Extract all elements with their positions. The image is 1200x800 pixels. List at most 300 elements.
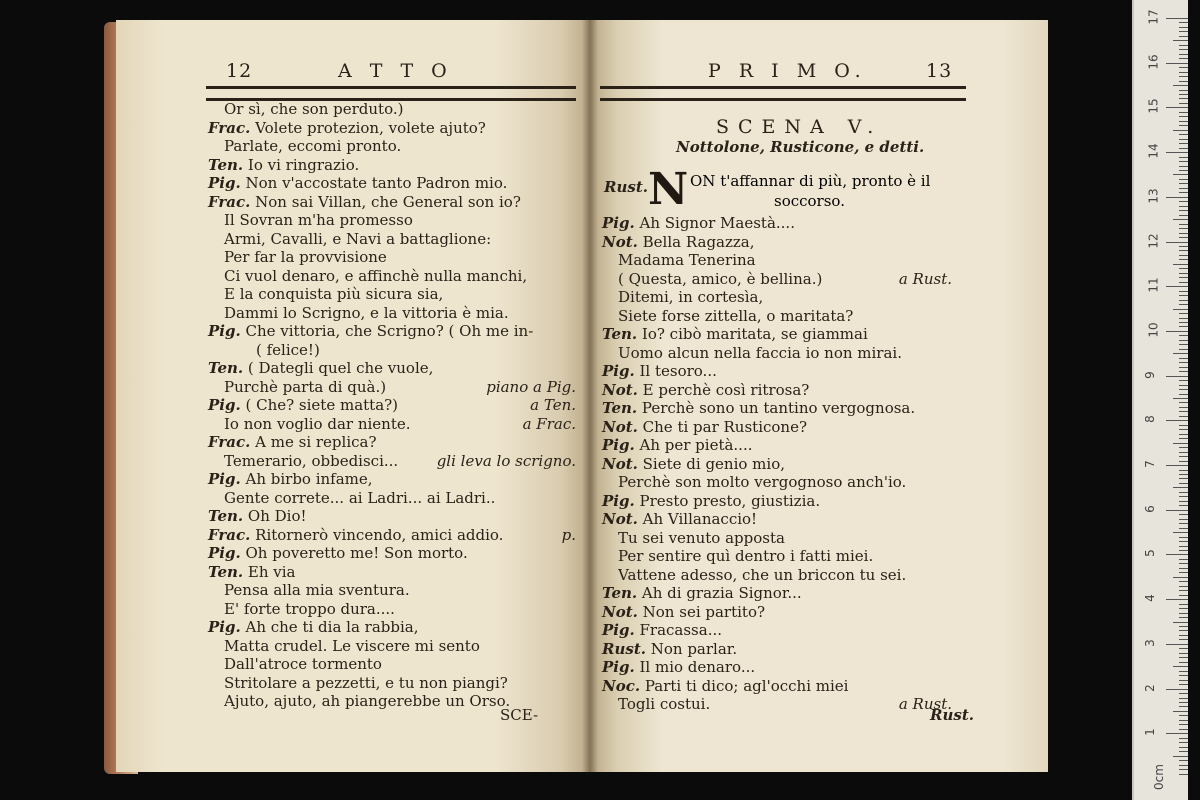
verse-line — [602, 399, 915, 417]
ruler-tick — [1179, 49, 1188, 50]
ruler-tick — [1179, 563, 1188, 564]
dropcap-letter: N — [648, 164, 689, 215]
ruler-tick — [1179, 72, 1188, 73]
verse-text: Che ti par Rusticone? — [642, 417, 808, 436]
ruler-tick — [1179, 675, 1188, 676]
speaker-label: Pig. — [602, 436, 635, 454]
ruler-tick — [1173, 353, 1188, 354]
verse-line — [208, 322, 533, 340]
ruler-number: 8 — [1142, 415, 1157, 424]
verse-line — [618, 695, 710, 713]
verse-line — [602, 381, 809, 399]
right-running-head: P R I M O. — [708, 60, 867, 82]
ruler-tick — [1179, 335, 1188, 336]
ruler-tick — [1166, 465, 1188, 466]
verse-text: Fracassa... — [639, 621, 722, 639]
ruler-tick — [1179, 742, 1188, 743]
ruler-tick — [1179, 586, 1188, 587]
ruler-tick — [1179, 116, 1188, 117]
speaker-label: Pig. — [208, 322, 241, 340]
verse-line — [224, 415, 411, 433]
ruler-tick — [1179, 461, 1188, 462]
ruler-tick — [1179, 268, 1188, 269]
ruler-tick — [1173, 174, 1188, 175]
verse-text: Oh Dio! — [247, 507, 307, 525]
ruler-tick — [1179, 76, 1188, 77]
ruler-tick — [1179, 550, 1188, 551]
ruler-tick — [1179, 648, 1188, 649]
verse-text: Vattene adesso, che un briccon tu sei. — [618, 565, 907, 584]
ruler-tick — [1179, 537, 1188, 538]
ruler-tick — [1179, 246, 1188, 247]
verse-line — [208, 544, 468, 562]
verse-text: Or sì, che son perduto.) — [224, 100, 404, 118]
verse-line — [208, 119, 486, 137]
verse-text: E perchè così ritrosa? — [642, 380, 810, 399]
verse-text: A me si replica? — [255, 433, 377, 451]
ruler-tick — [1179, 326, 1188, 327]
verse-line — [208, 563, 296, 581]
ruler-tick — [1179, 237, 1188, 238]
ruler-tick — [1166, 376, 1188, 377]
ruler-tick — [1179, 192, 1188, 193]
ruler-tick — [1166, 599, 1188, 600]
ruler-tick — [1166, 242, 1188, 243]
stage-direction: piano a Pig. — [486, 377, 576, 396]
verse-line — [224, 267, 527, 285]
verse-line — [602, 455, 785, 473]
ruler-tick — [1179, 671, 1188, 672]
ruler-tick — [1179, 684, 1188, 685]
stage-direction: a Ten. — [530, 396, 576, 414]
ruler-tick — [1179, 492, 1188, 493]
verse-text: Siete di genio mio, — [642, 454, 786, 473]
ruler-tick — [1179, 546, 1188, 547]
stage-direction: gli leva lo scrigno. — [436, 451, 576, 470]
speaker-label: Frac. — [208, 118, 251, 137]
ruler-tick — [1179, 706, 1188, 707]
verse-text: Per far la provvisione — [224, 248, 387, 266]
ruler-tick — [1179, 362, 1188, 363]
speaker-label: Not. — [602, 602, 638, 621]
ruler-tick — [1173, 219, 1188, 220]
verse-line — [224, 230, 491, 248]
ruler-tick — [1173, 756, 1188, 757]
ruler-tick — [1179, 228, 1188, 229]
verse-text: Matta crudel. Le viscere mi sento — [224, 636, 480, 655]
ruler-tick — [1179, 112, 1188, 113]
dropcap-line-1: ON t'affannar di più, pronto è il — [690, 172, 931, 190]
ruler-tick — [1179, 300, 1188, 301]
ruler-tick — [1173, 443, 1188, 444]
speaker-label: Ten. — [208, 359, 244, 377]
ruler-tick — [1179, 322, 1188, 323]
ruler-tick — [1166, 197, 1188, 198]
ruler-tick — [1179, 371, 1188, 372]
ruler-tick — [1179, 210, 1188, 211]
ruler-tick — [1179, 394, 1188, 395]
ruler-tick — [1179, 157, 1188, 158]
speaker-label: Pig. — [602, 214, 635, 232]
ruler-tick — [1179, 698, 1188, 699]
verse-line — [602, 510, 757, 528]
ruler-tick — [1179, 528, 1188, 529]
ruler-tick — [1179, 22, 1188, 23]
ruler-tick — [1179, 188, 1188, 189]
ruler-tick — [1166, 18, 1188, 19]
verse-text: Non parlar. — [650, 639, 738, 658]
ruler-tick — [1179, 501, 1188, 502]
verse-text: Ci vuol denaro, e affinchè nulla manchi, — [224, 266, 528, 285]
verse-text: ( Dategli quel che vuole, — [247, 359, 434, 377]
verse-text: Io vi ringrazio. — [247, 155, 360, 174]
verse-line — [602, 584, 802, 602]
ruler-tick — [1179, 295, 1188, 296]
ruler-tick — [1179, 45, 1188, 46]
ruler-tick — [1179, 367, 1188, 368]
verse-line — [224, 489, 495, 507]
speaker-label: Pig. — [208, 470, 241, 488]
ruler-number: 12 — [1146, 232, 1161, 249]
verse-line — [224, 655, 382, 673]
verse-text: Togli costui. — [618, 695, 711, 713]
ruler-tick — [1179, 635, 1188, 636]
ruler-tick — [1173, 487, 1188, 488]
ruler-tick — [1179, 581, 1188, 582]
verse-text: Perchè son molto vergognoso anch'io. — [618, 473, 907, 491]
ruler-tick — [1179, 653, 1188, 654]
ruler-tick — [1179, 407, 1188, 408]
speaker-label: Pig. — [208, 396, 241, 414]
verse-text: Dammi lo Scrigno, e la vittoria è mia. — [224, 303, 509, 322]
verse-line — [618, 288, 763, 306]
ruler-tick — [1179, 340, 1188, 341]
ruler-tick — [1179, 693, 1188, 694]
verse-text: Eh via — [247, 562, 296, 581]
speaker-label: Pig. — [208, 618, 241, 636]
ruler-tick — [1179, 572, 1188, 573]
ruler-tick — [1179, 201, 1188, 202]
ruler-number: 7 — [1142, 460, 1157, 468]
ruler-tick — [1173, 309, 1188, 310]
verse-text: Pensa alla mia sventura. — [224, 581, 410, 599]
verse-text: ( Questa, amico, è bellina.) — [618, 269, 823, 288]
verse-line — [208, 396, 398, 414]
ruler-tick — [1179, 595, 1188, 596]
verse-text: Armi, Cavalli, e Navi a battaglione: — [224, 229, 492, 248]
ruler-tick — [1179, 478, 1188, 479]
ruler-number: 9 — [1142, 370, 1157, 379]
ruler-tick — [1173, 264, 1188, 265]
left-running-head: A T T O — [338, 60, 453, 82]
verse-text: Volete protezion, volete ajuto? — [255, 118, 486, 137]
ruler-tick — [1179, 425, 1188, 426]
ruler-tick — [1179, 344, 1188, 345]
ruler-tick — [1179, 769, 1188, 770]
verse-text: Parlate, eccomi pronto. — [224, 137, 402, 155]
ruler-tick — [1179, 36, 1188, 37]
ruler-tick — [1179, 559, 1188, 560]
ruler-tick — [1179, 90, 1188, 91]
ruler-number: 6 — [1142, 504, 1157, 513]
ruler-tick — [1173, 40, 1188, 41]
verse-line — [224, 211, 413, 229]
ruler-tick — [1179, 121, 1188, 122]
left-head-rule — [206, 86, 576, 101]
ruler-tick — [1179, 58, 1188, 59]
verse-line — [618, 529, 785, 547]
speaker-label: Ten. — [208, 155, 244, 174]
verse-line — [602, 362, 717, 380]
verse-text: Gente correte... ai Ladri... ai Ladri.. — [224, 488, 496, 507]
speaker-label: Ten. — [602, 325, 638, 343]
verse-text: Non sai Villan, che General son io? — [255, 192, 521, 211]
verse-line — [602, 436, 752, 454]
ruler-tick — [1179, 282, 1188, 283]
dropcap-line-2: soccorso. — [774, 192, 845, 210]
ruler-tick — [1179, 161, 1188, 162]
verse-line — [224, 692, 510, 710]
speaker-label: Frac. — [208, 525, 251, 544]
ruler-number: 14 — [1146, 143, 1161, 159]
verse-text: Per sentire quì dentro i fatti miei. — [618, 547, 874, 565]
ruler-tick — [1179, 715, 1188, 716]
verse-text: Il tesoro... — [639, 362, 717, 380]
ruler-tick — [1179, 148, 1188, 149]
stage-direction: a Rust. — [898, 695, 952, 713]
ruler-tick — [1179, 568, 1188, 569]
ruler-tick — [1179, 215, 1188, 216]
verse-text: Ah per pietà.... — [639, 436, 753, 454]
ruler-tick — [1179, 724, 1188, 725]
ruler-tick — [1179, 125, 1188, 126]
verse-line — [224, 581, 410, 599]
verse-line — [618, 547, 873, 565]
ruler-number: 2 — [1142, 683, 1157, 692]
verse-line — [618, 307, 853, 325]
ruler-tick — [1179, 434, 1188, 435]
ruler-tick — [1173, 85, 1188, 86]
ruler-tick — [1179, 67, 1188, 68]
right-page-number: 13 — [926, 60, 953, 82]
speaker-label: Not. — [602, 380, 638, 399]
verse-text: Ah birbo infame, — [245, 470, 373, 488]
ruler-tick — [1179, 514, 1188, 515]
speaker-label: Not. — [602, 454, 638, 473]
verse-text: Purchè parta di quà.) — [224, 377, 387, 396]
ruler-number: 15 — [1146, 98, 1161, 115]
ruler-tick — [1179, 505, 1188, 506]
ruler-tick — [1179, 255, 1188, 256]
speaker-label: Pig. — [208, 174, 241, 192]
ruler-tick — [1179, 98, 1188, 99]
ruler-tick — [1179, 402, 1188, 403]
verse-line — [224, 304, 509, 322]
ruler-tick — [1179, 416, 1188, 417]
ruler-tick — [1179, 456, 1188, 457]
verse-line — [224, 285, 443, 303]
ruler-tick — [1166, 152, 1188, 153]
verse-text: Ah che ti dia la rabbia, — [245, 618, 419, 636]
ruler-tick — [1179, 183, 1188, 184]
ruler-tick — [1173, 622, 1188, 623]
ruler-number: 1 — [1142, 728, 1157, 737]
ruler-tick — [1179, 765, 1188, 766]
verse-line — [224, 378, 386, 396]
measurement-ruler — [1132, 0, 1188, 800]
ruler-tick — [1179, 452, 1188, 453]
ruler-tick — [1179, 81, 1188, 82]
speaker-label: Frac. — [208, 192, 251, 211]
ruler-tick — [1179, 747, 1188, 748]
verse-text: Bella Ragazza, — [642, 232, 755, 251]
ruler-tick — [1179, 604, 1188, 605]
speaker-label: Not. — [602, 510, 638, 528]
ruler-number: 3 — [1142, 639, 1157, 647]
ruler-tick — [1179, 380, 1188, 381]
verse-line — [618, 344, 902, 362]
verse-text: Uomo alcun nella faccia io non mirai. — [618, 343, 902, 362]
verse-line — [602, 214, 795, 232]
speaker-label: Not. — [602, 232, 638, 251]
ruler-tick — [1179, 389, 1188, 390]
ruler-tick — [1173, 711, 1188, 712]
verse-line — [618, 473, 906, 491]
ruler-tick — [1179, 411, 1188, 412]
ruler-number: 17 — [1146, 9, 1161, 25]
verse-text: Oh poveretto me! Son morto. — [245, 544, 468, 562]
ruler-tick — [1173, 577, 1188, 578]
verse-line — [224, 100, 403, 118]
ruler-tick — [1179, 774, 1188, 775]
verse-line — [602, 640, 737, 658]
ruler-number: 0cm — [1151, 764, 1166, 790]
verse-line — [602, 621, 722, 639]
ruler-tick — [1179, 277, 1188, 278]
ruler-tick — [1179, 617, 1188, 618]
ruler-tick — [1166, 331, 1188, 332]
ruler-tick — [1179, 250, 1188, 251]
ruler-tick — [1179, 385, 1188, 386]
verse-line — [224, 248, 387, 266]
verse-text: Ritornerò vincendo, amici addio. — [255, 525, 504, 544]
verse-text: Il mio denaro... — [639, 658, 756, 676]
ruler-tick — [1179, 541, 1188, 542]
speaker-label: Pig. — [602, 491, 635, 510]
verse-text: Parti ti dico; agl'occhi miei — [644, 676, 849, 695]
ruler-tick — [1179, 291, 1188, 292]
ruler-tick — [1179, 170, 1188, 171]
ruler-number: 5 — [1142, 549, 1157, 558]
ruler-tick — [1179, 613, 1188, 614]
verse-text: Ditemi, in cortesìa, — [618, 288, 764, 306]
ruler-tick — [1173, 666, 1188, 667]
ruler-number: 16 — [1146, 54, 1161, 70]
ruler-tick — [1179, 166, 1188, 167]
verse-line — [602, 325, 868, 343]
ruler-tick — [1179, 259, 1188, 260]
ruler-tick — [1179, 206, 1188, 207]
ruler-tick — [1166, 733, 1188, 734]
verse-line — [224, 637, 480, 655]
verse-text: Non v'accostate tanto Padron mio. — [245, 174, 508, 192]
ruler-tick — [1179, 224, 1188, 225]
verse-text: Ah Signor Maestà.... — [639, 214, 795, 232]
ruler-tick — [1179, 729, 1188, 730]
ruler-tick — [1179, 590, 1188, 591]
ruler-tick — [1179, 630, 1188, 631]
ruler-tick — [1179, 639, 1188, 640]
verse-line — [208, 507, 307, 525]
ruler-tick — [1179, 738, 1188, 739]
verse-line — [602, 233, 755, 251]
verse-text: Non sei partito? — [642, 602, 766, 621]
right-catchword: Rust. — [930, 706, 974, 724]
verse-text: Io? cibò maritata, se giammai — [641, 325, 868, 343]
ruler-tick — [1179, 103, 1188, 104]
verse-line — [618, 566, 906, 584]
ruler-tick — [1166, 420, 1188, 421]
verse-line — [224, 452, 398, 470]
ruler-tick — [1166, 63, 1188, 64]
verse-text: Ah di grazia Signor... — [641, 584, 802, 602]
ruler-tick — [1179, 720, 1188, 721]
ruler-tick — [1166, 644, 1188, 645]
speaker-label: Frac. — [208, 433, 251, 451]
stage-direction: a Frac. — [522, 414, 576, 433]
ruler-tick — [1166, 689, 1188, 690]
ruler-tick — [1179, 143, 1188, 144]
ruler-tick — [1179, 438, 1188, 439]
ruler-tick — [1179, 31, 1188, 32]
ruler-tick — [1179, 134, 1188, 135]
stage-direction: p. — [561, 525, 576, 544]
scene-characters: Nottolone, Rusticone, e detti. — [676, 138, 925, 156]
ruler-tick — [1179, 474, 1188, 475]
ruler-tick — [1179, 680, 1188, 681]
speaker-label: Ten. — [208, 507, 244, 525]
ruler-tick — [1179, 483, 1188, 484]
ruler-tick — [1179, 304, 1188, 305]
verse-text: ( felice!) — [256, 340, 320, 359]
verse-line — [208, 433, 377, 451]
ruler-tick — [1179, 470, 1188, 471]
ruler-tick — [1179, 626, 1188, 627]
verse-line — [602, 677, 848, 695]
verse-line — [602, 492, 820, 510]
ruler-tick — [1166, 286, 1188, 287]
ruler-tick — [1179, 496, 1188, 497]
verse-line — [208, 193, 521, 211]
ruler-tick — [1179, 662, 1188, 663]
ruler-tick — [1179, 139, 1188, 140]
verse-line — [208, 470, 373, 488]
ruler-tick — [1179, 519, 1188, 520]
right-head-rule — [600, 86, 966, 101]
ruler-number: 13 — [1146, 188, 1161, 204]
verse-line — [208, 174, 507, 192]
ruler-tick — [1173, 532, 1188, 533]
verse-text: Io non voglio dar niente. — [224, 414, 411, 433]
verse-text: Siete forse zittella, o maritata? — [618, 306, 854, 325]
verse-line — [224, 137, 401, 155]
ruler-tick — [1166, 107, 1188, 108]
ruler-tick — [1179, 54, 1188, 55]
stage-direction: a Rust. — [898, 269, 952, 288]
speaker-label: Ten. — [602, 399, 638, 417]
left-catchword: SCE- — [500, 706, 539, 724]
ruler-number: 4 — [1142, 594, 1157, 602]
